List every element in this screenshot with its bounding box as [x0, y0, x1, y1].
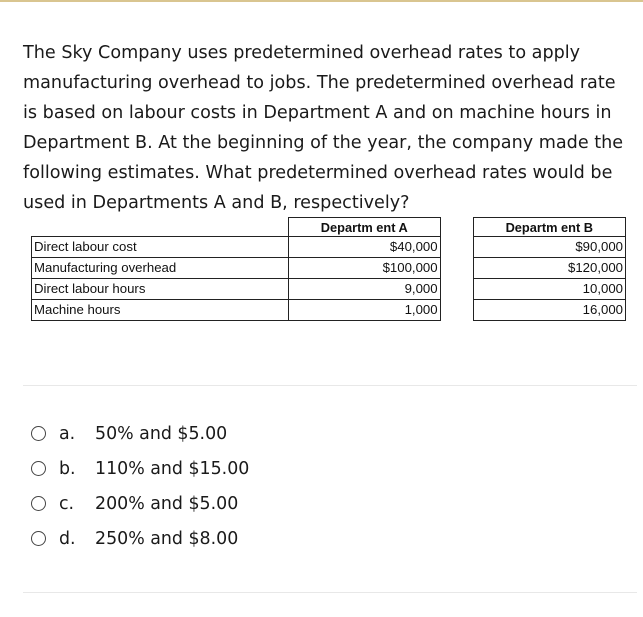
table-row	[32, 279, 626, 300]
header-department-b: Departm ent B	[473, 218, 625, 237]
radio-button-icon[interactable]	[31, 531, 46, 546]
question-text: The Sky Company uses predetermined overhead rates to apply manufacturing overhead to jobs. The predetermined overhead rate is based on labour costs in Department A and on machine hours in Department B. At the beginning of the year, the company made the following estimates. What predetermined overhead rates would be used in Departments A and B, respectively?	[23, 43, 624, 213]
row-label: Manufacturing overhead	[32, 258, 289, 279]
radio-button-icon[interactable]	[31, 461, 46, 476]
table-row	[32, 237, 626, 258]
gap-cell	[440, 258, 473, 279]
dept-b-value: 16,000	[473, 300, 625, 321]
row-label: Direct labour cost	[32, 237, 289, 258]
option-text: 250% and $8.00	[95, 528, 239, 549]
gap-cell	[440, 300, 473, 321]
section-divider	[23, 385, 637, 386]
header-gap	[440, 218, 473, 237]
radio-button-icon[interactable]	[31, 426, 46, 441]
option-letter: b.	[59, 458, 76, 479]
table-row	[32, 258, 626, 279]
header-department-a: Departm ent A	[289, 218, 441, 237]
gap-cell	[440, 237, 473, 258]
dept-a-value: 1,000	[289, 300, 441, 321]
option-text: 110% and $15.00	[95, 458, 250, 479]
option-a[interactable]	[31, 416, 249, 451]
answer-options	[31, 416, 249, 556]
dept-a-value: $40,000	[289, 237, 441, 258]
table-row	[32, 300, 626, 321]
header-blank	[32, 218, 289, 237]
option-letter: d.	[59, 528, 76, 549]
table-header-row	[32, 218, 626, 237]
option-letter: c.	[59, 493, 75, 514]
option-b[interactable]	[31, 451, 249, 486]
option-d[interactable]	[31, 521, 249, 556]
row-label: Direct labour hours	[32, 279, 289, 300]
option-text: 50% and $5.00	[95, 423, 228, 444]
option-letter: a.	[59, 423, 76, 444]
row-label: Machine hours	[32, 300, 289, 321]
radio-button-icon[interactable]	[31, 496, 46, 511]
dept-a-value: $100,000	[289, 258, 441, 279]
option-c[interactable]	[31, 486, 249, 521]
dept-b-value: 10,000	[473, 279, 625, 300]
option-text: 200% and $5.00	[95, 493, 239, 514]
top-accent-rule	[0, 0, 643, 2]
dept-a-value: 9,000	[289, 279, 441, 300]
gap-cell	[440, 279, 473, 300]
dept-b-value: $120,000	[473, 258, 625, 279]
dept-b-value: $90,000	[473, 237, 625, 258]
section-divider	[23, 592, 637, 593]
estimates-table	[31, 217, 626, 321]
